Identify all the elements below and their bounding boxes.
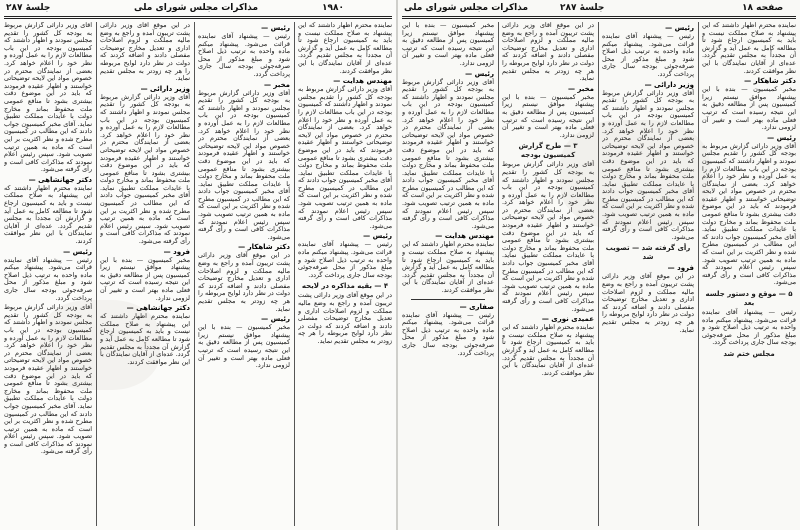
paragraph: مخبر کمیسیون — بنده با این پیشنهاد موافق نیستم زیرا کمیسیون پس از مطالعه دقیق به این نتیجه رسیده است که ترتیب فعلی ماده بهتر است و تغییر آن لزومی ندارد.: [198, 323, 290, 370]
paragraph: در این موقع آقای وزیر دارائی پشت تریبون آمده و راجع به وضع مالیه مملکت و لزوم اصلاحات اداری و تعدیل مخارج توضیحات مفصلی دادند و اضافه کردند که دولت در نظر دارد لوایح مربوطه را هر چه زودتر به مجلس تقدیم نماید.: [298, 291, 392, 345]
right-page-number: صفحه ۱۸: [742, 3, 784, 13]
speaker-label: وزیر دارائی —: [644, 80, 694, 89]
paragraph: در این موقع آقای وزیر دارائی پشت تریبون آمده و راجع به وضع مالیه مملکت و لزوم اصلاحات اداری و تعدیل مخارج توضیحات مفصلی دادند و اضافه کردند که دولت در نظر دارد لوایح مربوطه را هر چه زودتر به مجلس تقدیم نماید.: [198, 251, 290, 313]
right-session-label: جلسهٔ ۲۸۷: [560, 3, 605, 13]
speaker-label: وزیر دارائی —: [140, 84, 190, 93]
left-page: [0, 0, 396, 530]
speaker-label: عمیدی نوری —: [541, 315, 594, 324]
speaker-label: رئیس —: [363, 232, 392, 241]
paragraph: رئیس — پیشنهاد آقای نماینده قرائت می‌شود. پیشنهاد میکنم ماده واحده به ترتیب ذیل اصلاح شود و مبلغ مذکور از محل صرفه‌جوئی بودجه سال جاری پرداخت گردد.: [602, 32, 694, 78]
paragraph: آقای وزیر دارائی گزارش مربوط به بودجه کل کشور را تقدیم مجلس نمودند و اظهار داشتند که کمیسیون بودجه در این باب مطالعات لازم را به عمل آورده و نظر خود را اعلام خواهد کرد. بعضی از نمایندگان محترم در خصوص مواد این لایحه توضیحاتی خواستند و اظهار عقیده فرمودند که باید در این موضوع دقت بیشتری بشود تا منافع عمومی ملت محفوظ بماند و مخارج دولت با عایدات مملکت تطبیق نماید. آقای مخبر کمیسیون جواب دادند که این مطالب در کمیسیون مطرح شده و نظر اکثریت بر این است که ماده به همین ترتیب تصویب شود. سپس رئیس اعلام نمودند که مذاکرات کافی است و رأی گرفته می‌شود.: [198, 88, 290, 241]
speaker-label: صفاری —: [459, 302, 494, 311]
speaker-label: رئیس —: [767, 133, 796, 142]
speaker-label: رئیس —: [63, 247, 92, 256]
paragraph: آقای وزیر دارائی گزارش مربوط به بودجه کل کشور را تقدیم مجلس نمودند و اظهار داشتند که کمیسیون بودجه در این باب مطالعات لازم را به عمل آورده و نظر خود را اعلام خواهد کرد. بعضی از نمایندگان محترم در خصوص مواد این لایحه توضیحاتی خواستند و اظهار عقیده فرمودند که باید در این موضوع دقت بیشتری بشود تا منافع عمومی ملت محفوظ بماند و مخارج دولت با عایدات مملکت تطبیق نماید. آقای مخبر کمیسیون جواب دادند که این مطالب در کمیسیون مطرح شده و نظر اکثریت بر این است که ماده به همین ترتیب تصویب شود. سپس رئیس اعلام نمودند که مذاکرات کافی است و رأی گرفته می‌شود.: [4, 303, 92, 456]
speaker-label: فرود —: [163, 247, 190, 256]
paper-stain: [40, 300, 160, 390]
paragraph: نماینده محترم اظهار داشتند که این پیشنهاد به صلاح مملکت نیست و باید به کمیسیون ارجاع شود تا مطالعه کامل به عمل آید و گزارش آن مجدداً به مجلس تقدیم گردد. عده‌ای از آقایان نمایندگان با این نظر موافقت کردند.: [100, 312, 190, 366]
right-header-rule-double: [402, 18, 796, 19]
paragraph: رئیس — پیشنهاد آقای نماینده قرائت می‌شود. پیشنهاد میکنم ماده واحده به ترتیب ذیل اصلاح شود و مبلغ مذکور از محل صرفه‌جوئی بودجه سال جاری پرداخت گردد.: [298, 240, 392, 279]
paragraph: نماینده محترم اظهار داشتند که این پیشنهاد به صلاح مملکت نیست و باید به کمیسیون ارجاع شود تا مطالعه کامل به عمل آید و گزارش آن مجدداً به مجلس تقدیم گردد. عده‌ای از آقایان نمایندگان با این نظر موافقت کردند.: [502, 323, 594, 377]
paragraph: آقای وزیر دارائی گزارش مربوط به بودجه کل کشور را تقدیم مجلس نمودند و اظهار داشتند که کمیسیون بودجه در این باب مطالعات لازم را به عمل آورده و نظر خود را اعلام خواهد کرد. بعضی از نمایندگان محترم در خصوص مواد این لایحه توضیحاتی خواستند و اظهار عقیده فرمودند که باید در این موضوع دقت بیشتری بشود تا منافع عمومی ملت محفوظ بماند و مخارج دولت با عایدات مملکت تطبیق نماید. آقای مخبر کمیسیون جواب دادند که این مطالب در کمیسیون مطرح شده و نظر اکثریت بر این است که ماده به همین ترتیب تصویب شود. سپس رئیس اعلام نمودند که مذاکرات کافی است و رأی گرفته می‌شود.: [4, 22, 92, 174]
section-title: ۴ — بقیه مذاکره در لایحه: [301, 282, 389, 291]
speaker-label: مخبر —: [567, 84, 594, 93]
adjourn-note: مجلس ختم شد: [723, 349, 775, 358]
speaker-label: دکتر جهانشاهی —: [28, 175, 92, 184]
left-page-title: مذاکرات مجلس شورای ملی: [134, 3, 259, 13]
right-column-1: [402, 22, 494, 526]
left-column-1: [4, 22, 92, 526]
paragraph: در این موقع آقای وزیر دارائی پشت تریبون آمده و راجع به وضع مالیه مملکت و لزوم اصلاحات اداری و تعدیل مخارج توضیحات مفصلی دادند و اضافه کردند که دولت در نظر دارد لوایح مربوطه را هر چه زودتر به مجلس تقدیم نماید.: [100, 22, 190, 83]
speaker-label: رئیس —: [665, 24, 694, 32]
paragraph: مخبر کمیسیون — بنده با این پیشنهاد موافق نیستم زیرا کمیسیون پس از مطالعه دقیق به این نتیجه رسیده است که ترتیب فعلی ماده بهتر است و تغییر آن لزومی ندارد.: [402, 22, 494, 67]
speaker-label: دکتر جهانشاهی —: [126, 304, 190, 313]
right-page: [398, 0, 800, 530]
column-rule: [598, 22, 599, 526]
speaker-label: دکتر شاهکار —: [744, 77, 796, 86]
left-page-header: [4, 2, 392, 16]
right-column-2: [502, 22, 594, 526]
paragraph: آقای وزیر دارائی گزارش مربوط به بودجه کل کشور را تقدیم مجلس نمودند و اظهار داشتند که کمیسیون بودجه در این باب مطالعات لازم را به عمل آورده و نظر خود را اعلام خواهد کرد. بعضی از نمایندگان محترم در خصوص مواد این لایحه توضیحاتی خواستند و اظهار عقیده فرمودند که باید در این موضوع دقت بیشتری بشود تا منافع عمومی ملت محفوظ بماند و مخارج دولت با عایدات مملکت تطبیق نماید. آقای مخبر کمیسیون جواب دادند که این مطالب در کمیسیون مطرح شده و نظر اکثریت بر این است که ماده به همین ترتیب تصویب شود. سپس رئیس اعلام نمودند که مذاکرات کافی است و رأی گرفته می‌شود.: [502, 160, 594, 313]
paragraph: آقای وزیر دارائی گزارش مربوط به بودجه کل کشور را تقدیم مجلس نمودند و اظهار داشتند که کمیسیون بودجه در این باب مطالعات لازم را به عمل آورده و نظر خود را اعلام خواهد کرد. بعضی از نمایندگان محترم در خصوص مواد این لایحه توضیحاتی خواستند و اظهار عقیده فرمودند که باید در این موضوع دقت بیشتری بشود تا منافع عمومی ملت محفوظ بماند و مخارج دولت با عایدات مملکت تطبیق نماید. آقای مخبر کمیسیون جواب دادند که این مطالب در کمیسیون مطرح شده و نظر اکثریت بر این است که ماده به همین ترتیب تصویب شود. سپس رئیس اعلام نمودند که مذاکرات کافی است و رأی گرفته می‌شود.: [298, 85, 392, 230]
speaker-label: دکتر شاهکار —: [238, 243, 290, 252]
speaker-label: مخبر —: [263, 80, 290, 89]
column-rule: [698, 22, 699, 526]
left-column-4: [298, 22, 392, 526]
paragraph: در این موقع آقای وزیر دارائی پشت تریبون آمده و راجع به وضع مالیه مملکت و لزوم اصلاحات اداری و تعدیل مخارج توضیحات مفصلی دادند و اضافه کردند که دولت در نظر دارد لوایح مربوطه را هر چه زودتر به مجلس تقدیم نماید.: [602, 272, 694, 334]
speaker-label: رئیس —: [465, 69, 494, 78]
speaker-label: مهندس هدایت —: [333, 77, 392, 86]
paragraph: آقای وزیر دارائی گزارش مربوط به بودجه کل کشور را تقدیم مجلس نمودند و اظهار داشتند که کمیسیون بودجه در این باب مطالعات لازم را به عمل آورده و نظر خود را اعلام خواهد کرد. بعضی از نمایندگان محترم در خصوص مواد این لایحه توضیحاتی خواستند و اظهار عقیده فرمودند که باید در این موضوع دقت بیشتری بشود تا منافع عمومی ملت محفوظ بماند و مخارج دولت با عایدات مملکت تطبیق نماید. آقای مخبر کمیسیون جواب دادند که این مطالب در کمیسیون مطرح شده و نظر اکثریت بر این است که ماده به همین ترتیب تصویب شود. سپس رئیس اعلام نمودند که مذاکرات کافی است و رأی گرفته می‌شود.: [602, 88, 694, 241]
left-header-rule: [4, 16, 392, 17]
paragraph: رئیس — پیشنهاد آقای نماینده قرائت می‌شود. پیشنهاد میکنم ماده واحده به ترتیب ذیل اصلاح شود و مبلغ مذکور از محل صرفه‌جوئی بودجه سال جاری پرداخت گردد.: [702, 308, 796, 347]
column-rule: [96, 22, 97, 526]
paragraph: رئیس — پیشنهاد آقای نماینده قرائت می‌شود. پیشنهاد میکنم ماده واحده به ترتیب ذیل اصلاح شود و مبلغ مذکور از محل صرفه‌جوئی بودجه سال جاری پرداخت گردد.: [198, 32, 290, 78]
left-column-2: [100, 22, 190, 526]
paragraph: آقای وزیر دارائی گزارش مربوط به بودجه کل کشور را تقدیم مجلس نمودند و اظهار داشتند که کمیسیون بودجه در این باب مطالعات لازم را به عمل آورده و نظر خود را اعلام خواهد کرد. بعضی از نمایندگان محترم در خصوص مواد این لایحه توضیحاتی خواستند و اظهار عقیده فرمودند که باید در این موضوع دقت بیشتری بشود تا منافع عمومی ملت محفوظ بماند و مخارج دولت با عایدات مملکت تطبیق نماید. آقای مخبر کمیسیون جواب دادند که این مطالب در کمیسیون مطرح شده و نظر اکثریت بر این است که ماده به همین ترتیب تصویب شود. سپس رئیس اعلام نمودند که مذاکرات کافی است و رأی گرفته می‌شود.: [402, 77, 494, 230]
right-header-rule: [402, 16, 796, 17]
left-session-label: جلسهٔ ۲۸۷: [6, 3, 51, 13]
paragraph: نماینده محترم اظهار داشتند که این پیشنهاد به صلاح مملکت نیست و باید به کمیسیون ارجاع شود تا مطالعه کامل به عمل آید و گزارش آن مجدداً به مجلس تقدیم گردد. عده‌ای از آقایان نمایندگان با این نظر موافقت کردند.: [298, 22, 392, 75]
speaker-label: فرود —: [667, 264, 694, 273]
section-separator: [411, 299, 485, 300]
paragraph: آقای وزیر دارائی گزارش مربوط به بودجه کل کشور را تقدیم مجلس نمودند و اظهار داشتند که کمیسیون بودجه در این باب مطالعات لازم را به عمل آورده و نظر خود را اعلام خواهد کرد. بعضی از نمایندگان محترم در خصوص مواد این لایحه توضیحاتی خواستند و اظهار عقیده فرمودند که باید در این موضوع دقت بیشتری بشود تا منافع عمومی ملت محفوظ بماند و مخارج دولت با عایدات مملکت تطبیق نماید. آقای مخبر کمیسیون جواب دادند که این مطالب در کمیسیون مطرح شده و نظر اکثریت بر این است که ماده به همین ترتیب تصویب شود. سپس رئیس اعلام نمودند که مذاکرات کافی است و رأی گرفته می‌شود.: [100, 92, 190, 246]
right-column-4: [702, 22, 796, 526]
speaker-label: رئیس —: [261, 24, 290, 32]
column-rule: [294, 22, 295, 526]
paragraph: نماینده محترم اظهار داشتند که این پیشنهاد به صلاح مملکت نیست و باید به کمیسیون ارجاع شود تا مطالعه کامل به عمل آید و گزارش آن مجدداً به مجلس تقدیم گردد. عده‌ای از آقایان نمایندگان با این نظر موافقت کردند.: [4, 183, 92, 246]
column-rule: [194, 22, 195, 526]
section-title: ۳ — طرح گزارش کمیسیون بودجه: [518, 142, 578, 160]
section-title: ۵ — موقع و دستور جلسه بعد: [705, 290, 793, 307]
paragraph: مخبر کمیسیون — بنده با این پیشنهاد موافق نیستم زیرا کمیسیون پس از مطالعه دقیق به این نتیجه رسیده است که ترتیب فعلی ماده بهتر است و تغییر آن لزومی ندارد.: [502, 92, 594, 139]
left-column-3: [198, 22, 290, 526]
paragraph: مخبر کمیسیون — بنده با این پیشنهاد موافق نیستم زیرا کمیسیون پس از مطالعه دقیق به این نتیجه رسیده است که ترتیب فعلی ماده بهتر است و تغییر آن لزومی ندارد.: [100, 255, 190, 302]
paragraph: رئیس — پیشنهاد آقای نماینده قرائت می‌شود. پیشنهاد میکنم ماده واحده به ترتیب ذیل اصلاح شود و مبلغ مذکور از محل صرفه‌جوئی بودجه سال جاری پرداخت گردد.: [402, 310, 494, 357]
vote-result: رأی گرفته شد — تصویب شد: [605, 244, 691, 262]
paragraph: مخبر کمیسیون — بنده با این پیشنهاد موافق نیستم زیرا کمیسیون پس از مطالعه دقیق به این نتیجه رسیده است که ترتیب فعلی ماده بهتر است و تغییر آن لزومی ندارد.: [702, 85, 796, 132]
paper-stain: [560, 120, 710, 230]
paragraph: رئیس — پیشنهاد آقای نماینده قرائت می‌شود. پیشنهاد میکنم ماده واحده به ترتیب ذیل اصلاح شود و مبلغ مذکور از محل صرفه‌جوئی بودجه سال جاری پرداخت گردد.: [4, 255, 92, 302]
right-column-3: [602, 22, 694, 526]
paragraph: نماینده محترم اظهار داشتند که این پیشنهاد به صلاح مملکت نیست و باید به کمیسیون ارجاع شود تا مطالعه کامل به عمل آید و گزارش آن مجدداً به مجلس تقدیم گردد. عده‌ای از آقایان نمایندگان با این نظر موافقت کردند.: [402, 240, 494, 294]
left-header-rule-double: [4, 18, 392, 19]
speaker-label: رئیس —: [261, 315, 290, 324]
right-page-header: [402, 2, 796, 16]
paragraph: نماینده محترم اظهار داشتند که این پیشنهاد به صلاح مملکت نیست و باید به کمیسیون ارجاع شود تا مطالعه کامل به عمل آید و گزارش آن مجدداً به مجلس تقدیم گردد. عده‌ای از آقایان نمایندگان با این نظر موافقت کردند.: [702, 22, 796, 75]
left-page-number: ۱۹۸۰: [322, 3, 344, 13]
paragraph: آقای وزیر دارائی گزارش مربوط به بودجه کل کشور را تقدیم مجلس نمودند و اظهار داشتند که کمیسیون بودجه در این باب مطالعات لازم را به عمل آورده و نظر خود را اعلام خواهد کرد. بعضی از نمایندگان محترم در خصوص مواد این لایحه توضیحاتی خواستند و اظهار عقیده فرمودند که باید در این موضوع دقت بیشتری بشود تا منافع عمومی ملت محفوظ بماند و مخارج دولت با عایدات مملکت تطبیق نماید. آقای مخبر کمیسیون جواب دادند که این مطالب در کمیسیون مطرح شده و نظر اکثریت بر این است که ماده به همین ترتیب تصویب شود. سپس رئیس اعلام نمودند که مذاکرات کافی است و رأی گرفته می‌شود.: [702, 141, 796, 287]
speaker-label: مهندس هدایت —: [435, 232, 494, 241]
right-page-title: مذاکرات مجلس شورای ملی: [404, 3, 529, 13]
paragraph: در این موقع آقای وزیر دارائی پشت تریبون آمده و راجع به وضع مالیه مملکت و لزوم اصلاحات اداری و تعدیل مخارج توضیحات مفصلی دادند و اضافه کردند که دولت در نظر دارد لوایح مربوطه را هر چه زودتر به مجلس تقدیم نماید.: [502, 22, 594, 83]
column-rule: [498, 22, 499, 526]
